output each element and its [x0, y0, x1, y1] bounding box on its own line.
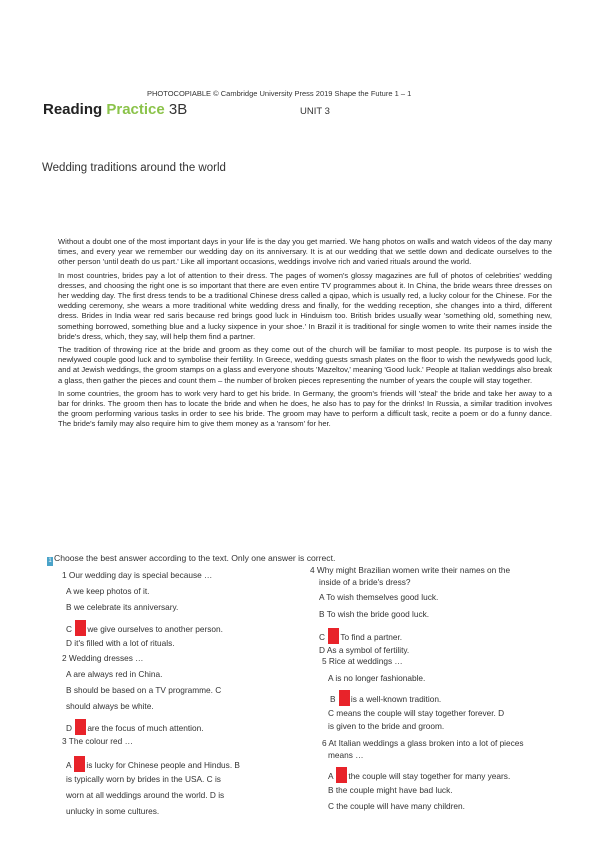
paragraph-2: In most countries, brides pay a lot of attention to their dress. The pages of women's glossy magazines are full of photos of celebrities' wedding dresses, and choosing the right one is so important that there are even entire TV programmes about it. In China, the bride wears three dresses on her wedding day. The first dress tends to be a traditional Chinese dress called a qipao, which is usually red, a lucky colour for the Chinese. For the wedding ceremony, she wears a more traditional white wedding dress and finally, for the wedding reception, she changes into a third, different dress. Brides in India wear red saris because red brings good luck in Hinduism too. British brides usually wear 'something old, something new, something borrowed, something blue and a lucky sixpence in your shoe.' In Brazil it is traditional for single women to write their names inside the bride's dress, which, they say, will help them find a partner. — [58, 270, 552, 341]
q4-option-c[interactable] — [319, 628, 402, 644]
q5-option-cd-line2[interactable]: is given to the bride and groom. — [328, 721, 445, 731]
q1-option-a[interactable]: A we keep photos of it. — [66, 586, 150, 596]
answer-mark — [328, 628, 339, 644]
q4-option-a[interactable]: A To wish themselves good luck. — [319, 592, 439, 602]
q6-option-c[interactable]: C the couple will have many children. — [328, 801, 465, 811]
q1-option-d[interactable]: D it's filled with a lot of rituals. — [66, 638, 175, 648]
q5-option-a[interactable]: A is no longer fashionable. — [328, 673, 426, 683]
article-body — [58, 237, 552, 433]
q2-option-d[interactable] — [66, 719, 204, 735]
q5-option-b-letter: B — [330, 694, 336, 704]
q5-option-cd-line1[interactable]: C means the couple will stay together forever. D — [328, 708, 505, 718]
q4-option-c-letter: C — [319, 632, 325, 642]
q3-stem: 3 The colour red … — [62, 736, 133, 746]
q6-option-a-letter: A — [328, 771, 334, 781]
q2-option-d-text: are the focus of much attention. — [87, 723, 204, 733]
title-reading: Reading — [43, 101, 103, 118]
paragraph-1: Without a doubt one of the most important days in your life is the day you get married. We hang photos on walls and watch videos of the day many times, and every year we remember our wedding day on its anniversary. It is at our wedding that we settle down and dedicate ourselves to the other person 'until death do us part.' Like all important occasions, weddings involve rich and varied rituals around the world. — [58, 237, 552, 267]
answer-mark — [75, 620, 86, 636]
q2-option-bc-line1[interactable]: B should be based on a TV programme. C — [66, 685, 222, 695]
q6-stem-line2: means … — [328, 750, 364, 760]
copyright-note: PHOTOCOPIABLE © Cambridge University Press 2019 Shape the Future 1 – 1 — [147, 89, 412, 98]
q3-option-a-letter: A — [66, 760, 72, 770]
exercise-number-badge: 1 — [48, 558, 52, 564]
q5-option-b[interactable] — [330, 690, 441, 706]
answer-mark — [336, 767, 347, 783]
q3-option-a-text: is lucky for Chinese people and Hindus. B — [86, 760, 240, 770]
q1-option-c-text: we give ourselves to another person. — [87, 624, 223, 634]
q6-option-a-text: the couple will stay together for many years. — [348, 771, 511, 781]
q1-option-c[interactable] — [66, 620, 223, 636]
instruction-text: Choose the best answer according to the text. Only one answer is correct. — [54, 553, 336, 563]
q5-option-b-text: is a well-known tradition. — [350, 694, 442, 704]
worksheet-title — [43, 101, 187, 118]
q4-stem-line1: 4 Why might Brazilian women write their names on the — [310, 565, 511, 575]
q4-option-b[interactable]: B To wish the bride good luck. — [319, 609, 430, 619]
title-practice: Practice — [106, 101, 165, 118]
q6-stem-line1: 6 At Italian weddings a glass broken into a lot of pieces — [322, 738, 524, 748]
q2-option-a[interactable]: A are always red in China. — [66, 669, 163, 679]
q3-option-line2[interactable]: is typically worn by brides in the USA. C is — [66, 774, 221, 784]
q4-option-c-text: To find a partner. — [340, 632, 403, 642]
q4-stem-line2: inside of a bride's dress? — [319, 577, 411, 587]
paragraph-4: In some countries, the groom has to work very hard to get his bride. In Germany, the groom's friends will 'steal' the bride and take her away to a bar for drinks. The groom then has to locate the bride and when he does, he also has to pay for the drinks! In Russia, a similar tradition involves the groom performing various tasks in order to see his bride. The groom may have to perform a difficult task, recite a poem or do a funny dance. The bride's family may also require him to give them money as a 'ransom' for her. — [58, 388, 552, 429]
q2-option-d-letter: D — [66, 723, 72, 733]
q5-stem: 5 Rice at weddings … — [322, 656, 403, 666]
unit-label: UNIT 3 — [300, 106, 330, 117]
q3-option-line4[interactable]: unlucky in some cultures. — [66, 806, 160, 816]
q1-option-c-letter: C — [66, 624, 72, 634]
q3-option-line3[interactable]: worn at all weddings around the world. D is — [66, 790, 225, 800]
q4-option-d[interactable]: D As a symbol of fertility. — [319, 645, 410, 655]
q1-option-b[interactable]: B we celebrate its anniversary. — [66, 602, 179, 612]
q6-option-b[interactable]: B the couple might have bad luck. — [328, 785, 453, 795]
answer-mark — [75, 719, 86, 735]
answer-mark — [339, 690, 350, 706]
title-code: 3B — [168, 101, 188, 118]
exercise-instruction — [47, 553, 335, 566]
q6-option-a[interactable] — [328, 767, 510, 783]
q1-stem: 1 Our wedding day is special because … — [62, 570, 213, 580]
answer-mark — [74, 756, 85, 772]
article-title: Wedding traditions around the world — [42, 162, 226, 174]
q2-stem: 2 Wedding dresses … — [62, 653, 144, 663]
q2-option-bc-line2[interactable]: should always be white. — [66, 701, 154, 711]
paragraph-3: The tradition of throwing rice at the bride and groom as they come out of the church will be familiar to most people. Its purpose is to wish the newlywed couple good luck and to symbolise their fertility. In Greece, wedding guests smash plates on the floor to wish the newlyweds good luck, and at Jewish weddings, the groom stamps on a glass and everyone shouts 'Mazeltov,' meaning 'Good luck.' People at Italian weddings also break a glass, then gather the pieces and count them – the number of broken pieces representing the number of years the couple will stay together. — [58, 345, 552, 385]
q3-option-a[interactable] — [66, 756, 240, 772]
